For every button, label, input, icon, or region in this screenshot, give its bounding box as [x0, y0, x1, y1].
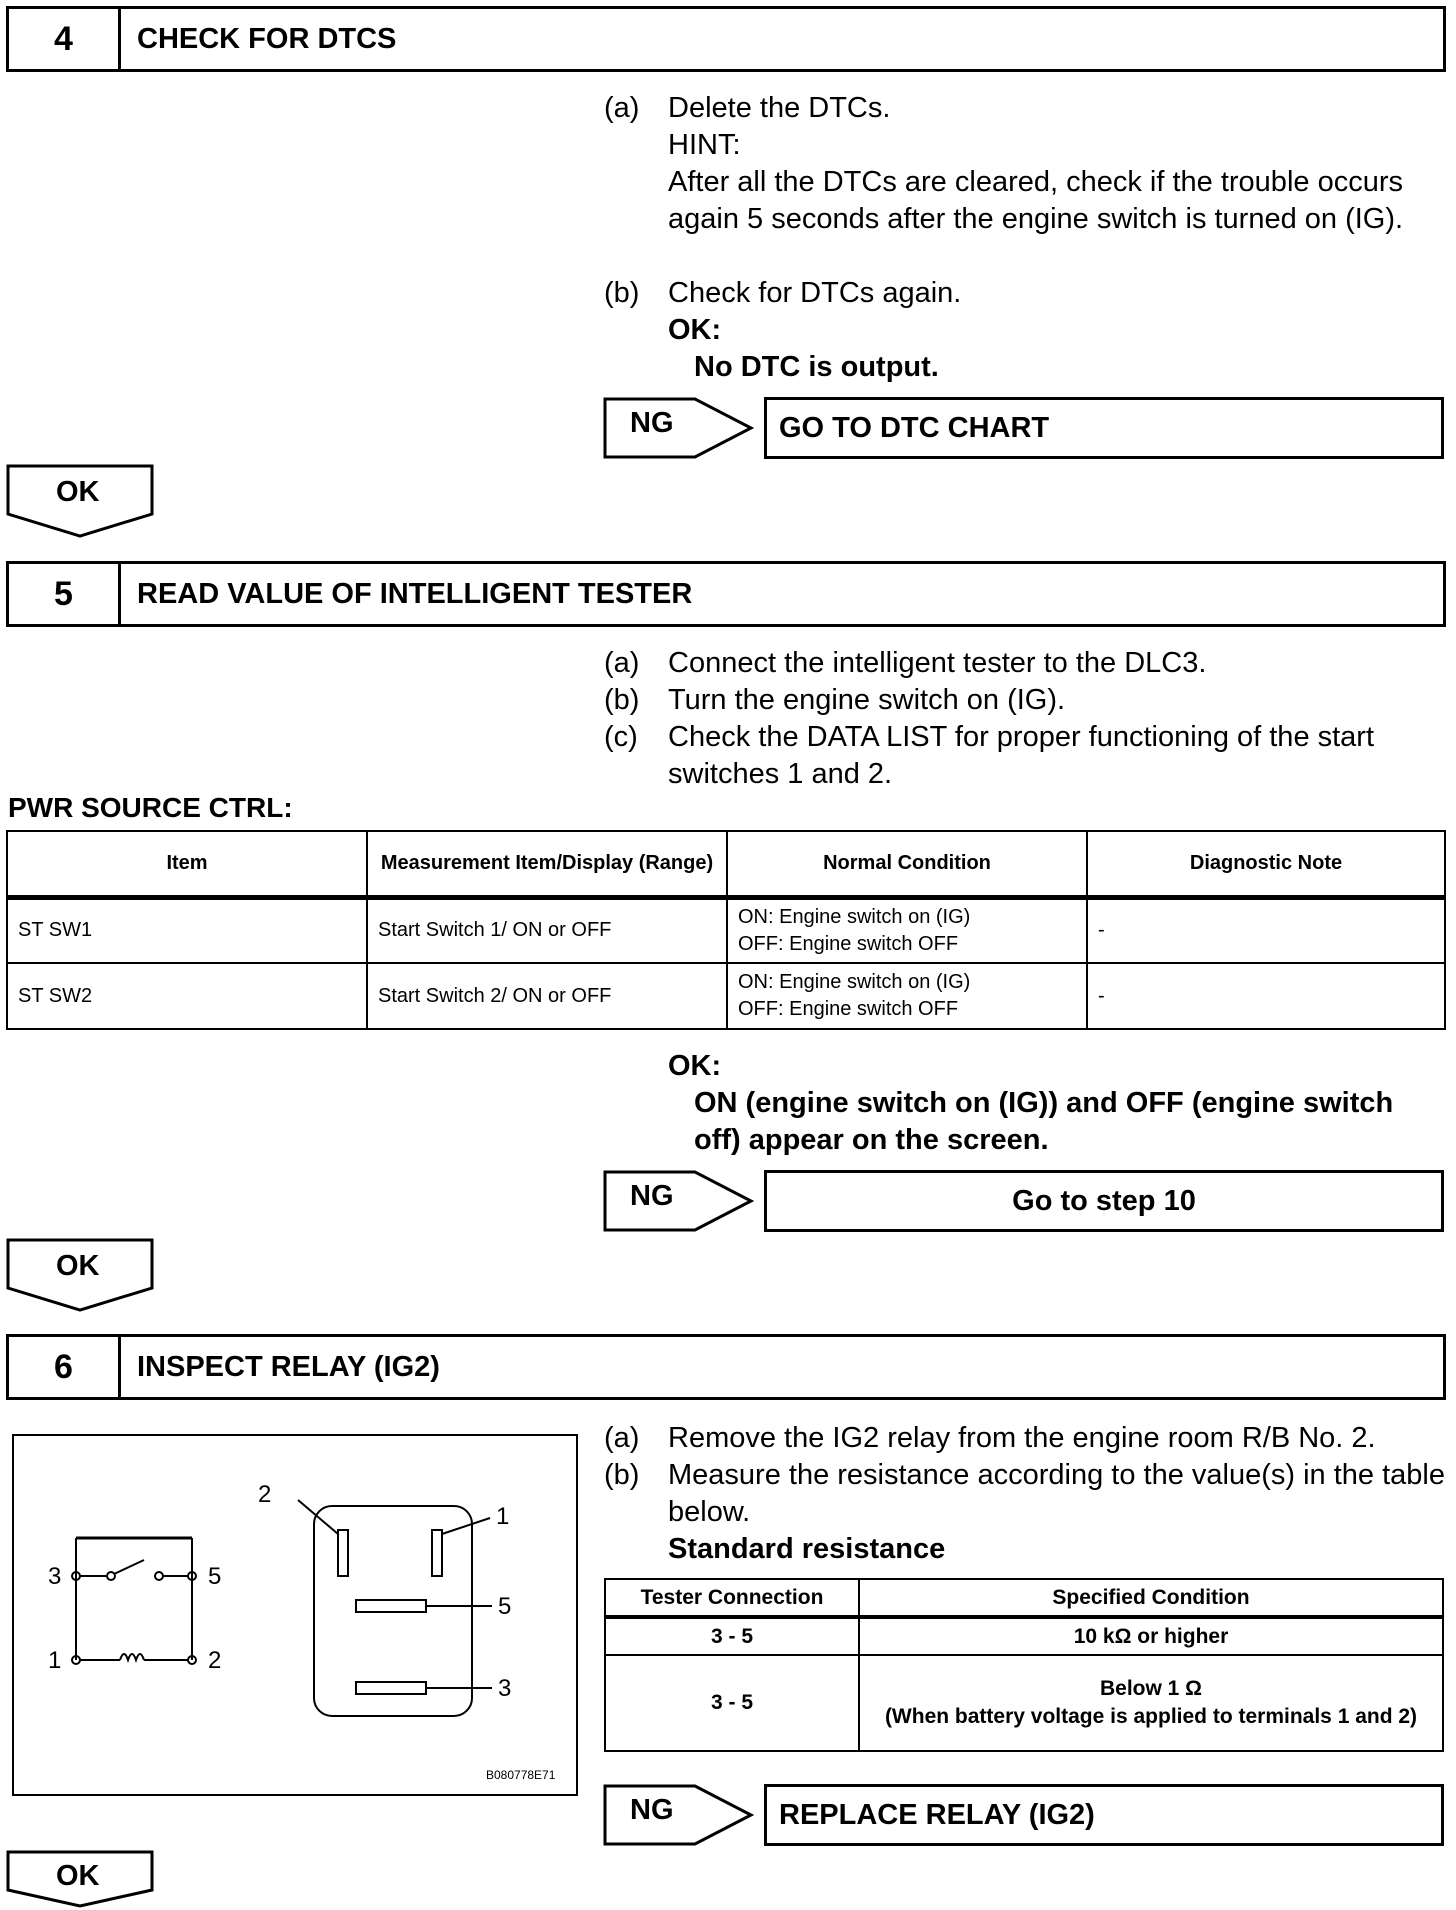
step-title: INSPECT RELAY (IG2): [137, 1350, 440, 1383]
table-title: PWR SOURCE CTRL:: [8, 792, 293, 823]
standard-label: Standard resistance: [668, 1533, 946, 1565]
data-list-table: [6, 830, 1446, 1030]
cell-condition: 10 kΩ or higher: [859, 1617, 1443, 1655]
ok-arrow-label: OK: [56, 1250, 100, 1282]
figure-code: B080778E71: [486, 1768, 556, 1782]
ng-action-text: Go to step 10: [1012, 1184, 1196, 1217]
ok-arrow-label: OK: [56, 1860, 100, 1892]
table-row: [605, 1655, 1443, 1751]
ok-arrow-label: OK: [56, 476, 100, 508]
cell-note: -: [1087, 897, 1445, 963]
step-title: CHECK FOR DTCS: [137, 22, 397, 55]
terminal-label: 3: [48, 1563, 62, 1590]
hint-label: HINT:: [668, 129, 741, 161]
step-4-header: [6, 6, 1446, 72]
table-row: [7, 963, 1445, 1029]
step-number: 6: [9, 1337, 121, 1397]
terminal-label: 2: [208, 1647, 222, 1674]
cell-measurement: Start Switch 2/ ON or OFF: [367, 963, 727, 1029]
ng-arrow-icon: [603, 1784, 755, 1846]
ng-arrow-icon: [603, 1170, 755, 1232]
terminal-label: 1: [48, 1647, 62, 1674]
table-row: [605, 1617, 1443, 1655]
table-row: [7, 897, 1445, 963]
ng-action-box: [764, 397, 1444, 459]
ng-action-box: [764, 1784, 1444, 1846]
cell-condition: Below 1 Ω (When battery voltage is applied to terminals 1 and 2): [859, 1655, 1443, 1751]
step-title: READ VALUE OF INTELLIGENT TESTER: [137, 577, 693, 610]
ng-label: NG: [630, 1180, 674, 1212]
table-header-row: [7, 831, 1445, 897]
cell-note: -: [1087, 963, 1445, 1029]
hint-text: After all the DTCs are cleared, check if the trouble occurs again 5 seconds after the engine switch is turned on (IG).: [668, 166, 1404, 235]
step-number: 5: [9, 564, 121, 624]
column-header: Specified Condition: [859, 1579, 1443, 1617]
ok-criteria-text: ON (engine switch on (IG)) and OFF (engine switch off) appear on the screen.: [694, 1087, 1394, 1156]
ng-label: NG: [630, 407, 674, 439]
terminal-label: 2: [258, 1481, 272, 1508]
terminal-label: 3: [498, 1675, 512, 1702]
step-5-header: [6, 561, 1446, 627]
terminal-label: 1: [496, 1503, 510, 1530]
terminal-label: 5: [498, 1593, 512, 1620]
cell-normal: ON: Engine switch on (IG) OFF: Engine switch OFF: [727, 963, 1087, 1029]
ok-criteria-label: OK:: [668, 1050, 722, 1082]
ok-criteria-text: No DTC is output.: [694, 351, 939, 383]
ng-action-text: GO TO DTC CHART: [779, 411, 1050, 444]
ok-criteria-label: OK:: [668, 314, 722, 346]
cell-normal: ON: Engine switch on (IG) OFF: Engine switch OFF: [727, 897, 1087, 963]
step-6-header: [6, 1334, 1446, 1400]
column-header: Normal Condition: [727, 831, 1087, 897]
terminal-label: 5: [208, 1563, 222, 1590]
ng-action-text: REPLACE RELAY (IG2): [779, 1798, 1095, 1831]
ng-arrow-icon: [603, 397, 755, 459]
column-header: Item: [7, 831, 367, 897]
cell-connection: 3 - 5: [605, 1617, 859, 1655]
column-header: Measurement Item/Display (Range): [367, 831, 727, 897]
ng-action-box: [764, 1170, 1444, 1232]
ng-label: NG: [630, 1794, 674, 1826]
cell-item: ST SW2: [7, 963, 367, 1029]
relay-diagram: [12, 1434, 578, 1796]
table-header-row: [605, 1579, 1443, 1617]
step-number: 4: [9, 9, 121, 69]
resistance-table: [604, 1578, 1444, 1752]
column-header: Tester Connection: [605, 1579, 859, 1617]
cell-measurement: Start Switch 1/ ON or OFF: [367, 897, 727, 963]
cell-item: ST SW1: [7, 897, 367, 963]
cell-connection: 3 - 5: [605, 1655, 859, 1751]
column-header: Diagnostic Note: [1087, 831, 1445, 897]
